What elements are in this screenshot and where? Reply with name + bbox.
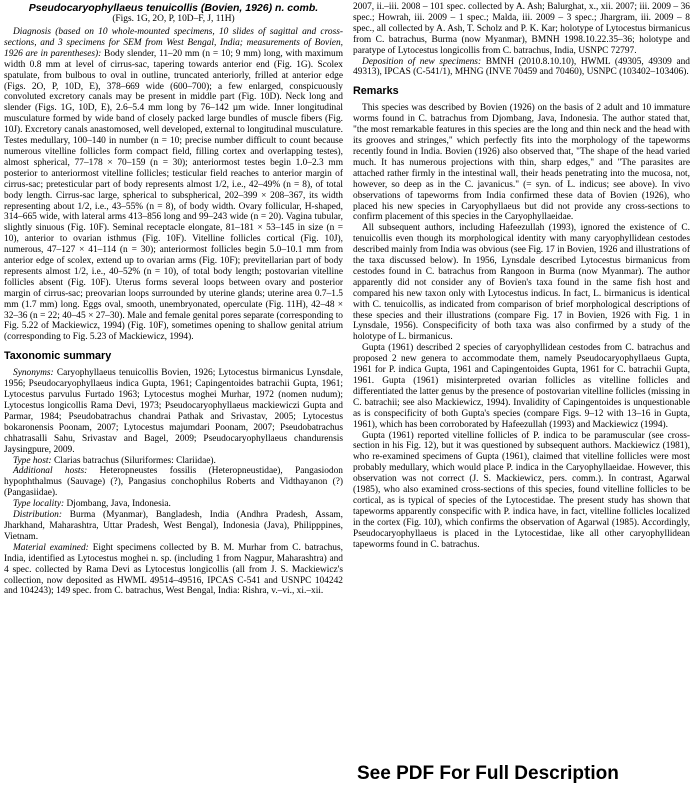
material-continued-paragraph: 2007, ii.–iii. 2008 – 101 spec. collected by A. Ash; Balurghat, x., xii. 2007; iii. 2009 – 36 spec.; Howrah, iii. 2009 – 1 spec.; Malda, iii. 2009 – 3 spec.; Jhargram, iii. 2009 – 8 spec., all collected by A. Ash, T. Scholz and P. K. Kar; holotype of Lytocestus birmanicus from C. batrachus, Burma (now Myanmar), BMNH 1998.10.22.35–36; holotype and paratype of Lytocestus longicollis from C. batrachus, India, USNPC 72797. <box>353 2 690 56</box>
deposition-paragraph <box>353 57 690 79</box>
material-text: Eight specimens collected by B. M. Murhar from C. batrachus, India, identified as Lytocestus moghei n. sp. (including 1 from Nagpur, Maharashtra) and 4 spec. collected by Rama Devi as Lytocestus longicollis (all from J. S. Mackiewicz's collection, now deposited as HWML 49514–49516, IPCAS C-541 and USNPC 104242 and 104243); 149 spec. from C. batrachus, West Bengal, India: Rishra, v.–vi., xi.–xii. <box>4 542 343 597</box>
additional-hosts-paragraph <box>4 466 343 499</box>
remarks-paragraph-2: All subsequent authors, including Hafeezullah (1993), ignored the existence of C. tenuicollis even though its morphological identity with many caryophyllidean cestodes described mainly from India was obvious (see Fig. 17 in Bovien, 1926 and illustrations of the taxa discussed below). In 1956, Lynsdale described Lytocestus birmanicus from cestodes found in C. batrachus from Rangoon in Burma (now Myanmar). The author apparently did not consider any of Bovien's taxa found in the same fish host and compared his new taxon only with Lytocestus indicus. In fact, L. birmanicus is identical with C. tenuicollis, as indicated from comparison of brief morphological descriptions of these species and their illustrations (compare Fig. 17 in Bovien, 1926 with Fig. 1 in Lynsdale, 1956). Conspecificity of both taxa was also confirmed by a study of the holotype of L. birmanicus. <box>353 223 690 343</box>
right-column <box>353 2 690 551</box>
additional-hosts-text: Heteropneustes fossilis (Heteropneustidae), Pangasiodon hypophthalmus (Sauvage) (?), Pangasius conchophilus Roberts and Vidthayanon (?) (Pangasiidae). <box>4 466 343 499</box>
type-locality-paragraph <box>4 499 343 510</box>
type-locality-text: Djombang, Java, Indonesia. <box>64 499 171 510</box>
remarks-paragraph-1: This species was described by Bovien (1926) on the basis of 2 adult and 10 immature worms found in C. batrachus from Djombang, Java, Indonesia. The author stated that, "the most remarkable features in this species are the long and thin neck and the head with its grooves and stringes," which perfectly fits into the morphology of the tapeworms recently found in India. Bovien (1926) also observed that, "The shape of the head varied much. It has numerous projections with thin, sharp edges," and "The parasites are attached rather firmly in the intestinal wall, their heads penetrating into the mucosa, not, however, so deep as in the C. javanicus." (= syn. of L. indicus; see above). In vivo observations of tapeworms from India confirmed these data of Bovien (1926), who placed his new species in Caryophyllaeus but did not provide any cross-sections to confirm placement of this species in the Caryophyllaeidae. <box>353 103 690 223</box>
material-lead: Material examined: <box>13 542 89 553</box>
diagnosis-paragraph <box>4 27 343 343</box>
diagnosis-text: Body slender, 11–20 mm (n = 10; 9 mm) long, with maximum width 0.8 mm at level of cirrus-sac, tapering towards anterior end (Fig. 1G). Scolex spatulate, from bulbous to oval in outline, truncated anteriorly, frilled at anterior edge (Figs. 2O, P, 10D, E), 378–669 wide (600–700); a few enlarged, conspicuously convoluted excretory canals may be present in middle part (Fig. 10D). Neck long and slender (Figs. 1G, 10D, E), 2.6–5.4 mm long by 76–142 µm wide. Inner longitudinal musculature formed by wide band of closely packed large bundles of muscle fibers (Fig. 10J). Excretory canals anastomosed, well developed, external to longitudinal musculature. Testes medullary, 100–140 in number (n = 10; precise number difficult to count because numerous vitelline follicles form compact field, filling cortex and overlapping testes), almost spherical, 77–178 × 70–159 (n = 30); anteriormost testes begin 1.0–2.3 mm posterior to anteriormost vitelline follicles; testicular field reaches to anterior margin of cirrus-sac; pretesticular part of body represents almost 1/2, i.e., 42–49% (n = 8), of total body length. Cirrus-sac large, spherical to subspherical, 202–399 × 208–367, its width representing about 1/2, i.e., 43–55% (n = 8), of body width. Ovary follicular, H-shaped, 314–665 wide, with lateral arms 413–856 long and 99–243 wide (n = 20). Vagina tubular, slightly sinuous (Fig. 10F). Seminal receptacle elongate, 81–181 × 53–145 in size (n = 10), anterior to ovarian isthmus (Fig. 10F). Vitelline follicles cortical (Fig. 10J), numerous, 47–127 × 41–114 (n = 30); anteriormost follicles begin 5.0–10.1 mm from anterior edge of scolex, extend up to ovarian arms (Fig. 10F); previtellarian part of body represents almost 1/2, i.e., 40–52% (n = 10), of total body length; postovarian vitelline follicles absent (Fig. 10F). Uterus forms several loops between ovary and posterior margin of cirrus-sac; preovarian loops surrounded by uterine glands; uterine area 0.7–1.5 mm (1.7 mm) long. Eggs oval, smooth, unembryonated, operculate (Fig. 11H), 42–48 × 32–36 (n = 22; 40–45 × 27–30). Male and female genital pores separate (corresponding to Fig. 5.22 of Mackiewicz, 1994) (Fig. 10F), sometimes opening to shallow genital atrium (corresponding to Fig. 5.23 of Mackiewicz, 1994). <box>4 48 343 343</box>
synonyms-text: Caryophyllaeus tenuicollis Bovien, 1926; Lytocestus birmanicus Lynsdale, 1956; Pseudocaryophyllaeus indica Gupta, 1961; Capingentoides batrachii Gupta, 1961; Lytocestus parvulus Furtado 1963; Lytocestus moghei Murhar, 1972 (nomen nudum); Lytocestus longicollis Rama Devi, 1973; Pseudocaryophyllaeus mackiewiczi Gupta and Parmar, 1984; Pseudobatrachus chandrai Pathak and Srivastav, 2005; Lytocestus bokaronensis Poonam, 2007; Lytocestus majumdari Poonam, 2007; Pseudobatrachus chhatrasalli Sahu, Srivastav and Bagel, 2009; Pseudocaryophyllaeus chandurensis Jaysingpure, 2009. <box>4 368 343 455</box>
species-title: Pseudocaryophyllaeus tenuicollis (Bovien, 1926) n. comb. <box>28 2 319 14</box>
remarks-heading: Remarks <box>353 85 399 98</box>
synonyms-paragraph <box>4 368 343 455</box>
type-host-text: Clarias batrachus (Siluriformes: Clariidae). <box>51 455 216 466</box>
material-paragraph <box>4 543 343 598</box>
distribution-text: Burma (Myanmar), Bangladesh, India (Andhra Pradesh, Assam, Jharkhand, Maharashtra, Uttar Pradesh, West Bengal), Indonesia (Java), Philipppines, Vietnam. <box>4 510 343 542</box>
see-pdf-banner: See PDF For Full Description <box>357 763 619 784</box>
left-column <box>4 2 343 597</box>
synonyms-lead: Synonyms: <box>13 368 54 379</box>
additional-hosts-lead: Additional hosts: <box>13 466 88 477</box>
diagnosis-lead: Diagnosis (based on 10 whole-mounted specimens, 10 slides of sagittal and cross-sections, and 3 specimens for SEM from West Bengal, India; measurements of Bovien, 1926 are in parentheses): <box>4 27 343 59</box>
deposition-text: BMNH (2010.8.10.10), HWML (49305, 49309 and 49313), IPCAS (C-541/1), MHNG (INVE 70459 and 70460), USNPC (103402–103406). <box>353 56 690 78</box>
type-host-paragraph <box>4 456 343 467</box>
type-host-lead: Type host: <box>13 455 52 466</box>
remarks-paragraph-4: Gupta (1961) reported vitelline follicles of P. indica to be paramuscular (see cross-section in his Fig. 12), but it was questioned by subsequent authors. Mackiewicz (1981), who re-examined specimens of Gupta (1961), claimed that vitelline follicles were most probably medullary, which would place P. indica in the Caryophyllaeidae. However, this observation was not correct (J. S. Mackiewicz, pers. comm.). In contrast, Agarwal (1985), who also examined cross-sections of this species, found vitelline follicles to be cortical, as is typical of species of the Lytocestidae. The present study has shown that tapeworms apparently conspecific with P. indica have, in fact, vitelline follicles localized in the cortex (Fig. 10J), which confirms the observation of Agarwal (1985). Accordingly, Pseudocaryophyllaeus is placed in the Lytocestidae, like all other caryophyllidean tapeworms found in C. batrachus. <box>353 430 690 550</box>
taxonomic-summary-heading: Taxonomic summary <box>4 350 112 363</box>
deposition-lead: Deposition of new specimens: <box>362 56 482 67</box>
remarks-paragraph-3: Gupta (1961) described 2 species of caryophyllidean cestodes from C. batrachus and proposed 2 new genera to accommodate them, namely Pseudocaryophyllaeus Gupta, 1961 for P. indica Gupta, 1961 and Capingentoides Gupta, 1961 for C. batrachii Gupta, 1961. Gupta (1961) misinterpreted ovarian follicles as vitelline follicles and differentiated the latter genus by the presence of postovarian vitelline follicles (missing in C. batrachii; see also Mackiewicz, 1994). Invalidity of Capingentoides is unquestionable as is conspecificity of both Gupta's species (compare Figs. 9–12 with 13–16 in Gupta, 1961), which has been corroborated by Hafeezullah (1993) and Mackiewicz (1994). <box>353 343 690 430</box>
distribution-lead: Distribution: <box>13 510 62 521</box>
figure-references: (Figs. 1G, 2O, P, 10D–F, J, 11H) <box>112 14 235 24</box>
type-locality-lead: Type locality: <box>13 499 65 510</box>
distribution-paragraph <box>4 510 343 543</box>
